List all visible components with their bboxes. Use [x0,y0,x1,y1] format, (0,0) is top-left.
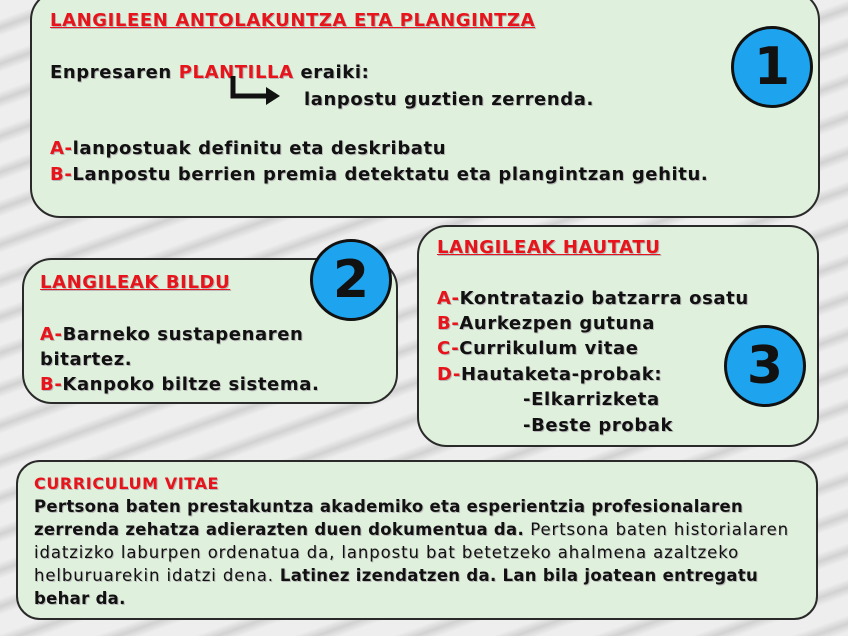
cv-text-bold-2: Latinez izendatzen da. Lan bila joatean entregatu behar da. [34,566,759,608]
item-text: Kontratazio batzarra osatu [459,288,749,309]
recruitment-item-a [40,324,303,345]
cv-box [16,460,818,620]
item-letter: A- [437,288,460,309]
planning-line1-pre: Enpresaren [50,62,179,83]
cv-title: CURRICULUM VITAE [34,474,220,493]
item-letter: A- [40,324,63,345]
item-letter: C- [437,338,460,359]
item-text: Currikulum vitae [459,338,639,359]
recruitment-title: LANGILEAK BILDU [40,272,231,293]
item-letter: B- [437,313,460,334]
item-text: Aurkezpen gutuna [459,313,656,334]
item-text: Barneko sustapenaren [62,324,304,345]
selection-subitem: -Beste probak [523,415,674,436]
item-letter: A- [50,138,73,159]
recruitment-item-a-cont: bitartez. [40,349,133,370]
arrow-text: lanpostu guztien zerrenda. [304,89,594,110]
recruitment-item-b [40,374,319,395]
plantilla-highlight: PLANTILLA [178,62,294,83]
selection-subitem: -Elkarrizketa [523,389,660,410]
selection-item-c [437,338,639,359]
arrow-right-icon [228,74,286,110]
planning-line1-post: eraiki: [293,62,370,83]
planning-box [30,0,820,218]
planning-line1 [50,62,369,83]
selection-item-a [437,288,749,309]
selection-item-b [437,313,655,334]
item-text: Hautaketa-probak: [460,364,663,385]
cv-text [34,495,804,610]
badge-2: 2 [310,239,392,321]
badge-3: 3 [724,325,806,407]
item-letter: B- [40,374,63,395]
selection-item-d [437,364,662,385]
planning-item-b [50,164,708,185]
item-text: Lanpostu berrien premia detektatu eta plangintzan gehitu. [72,164,709,185]
cv-text-normal: Pertsona baten historialaren idatzizko laburpen ordenatua da, lanpostu bat betetzeko ahalmena azaltzeko helburuarekin idatzi dena. [34,520,789,585]
cv-text-bold-1: Pertsona baten prestakuntza akademiko eta esperientzia profesionalaren zerrenda zehatza adierazten duen dokumentua da. [34,497,744,539]
selection-title: LANGILEAK HAUTATU [437,237,661,258]
item-letter: B- [50,164,73,185]
item-letter: D- [437,364,461,385]
item-text: lanpostuak definitu eta deskribatu [72,138,447,159]
item-text: Kanpoko biltze sistema. [62,374,320,395]
planning-item-a [50,138,446,159]
planning-title: LANGILEEN ANTOLAKUNTZA ETA PLANGINTZA [50,10,536,31]
badge-1: 1 [731,26,813,108]
